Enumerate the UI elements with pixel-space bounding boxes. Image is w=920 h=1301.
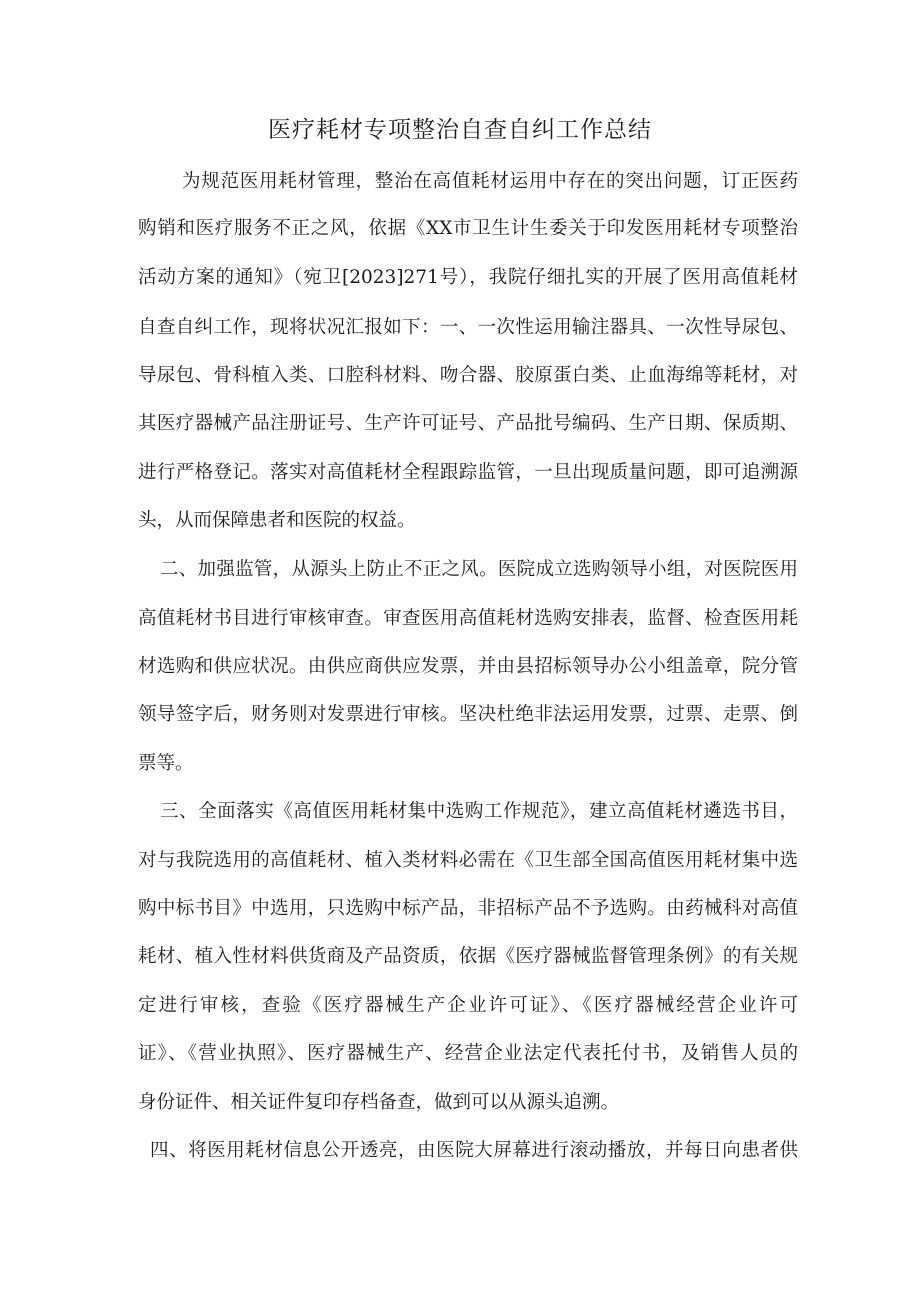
paragraph-line: 为规范医用耗材管理，整治在高值耗材运用中存在的突出问题，订正医药	[182, 171, 798, 192]
paragraph-line: 购中标书目》中选用，只选购中标产品，非招标产品不予选购。由药械科对高值	[138, 898, 798, 919]
paragraph-line: 耗材、植入性材料供货商及产品资质，依据《医疗器械监督管理条例》的有关规	[138, 946, 798, 967]
document-title: 医疗耗材专项整治自查自纠工作总结	[268, 117, 652, 143]
paragraph-line: 三、全面落实《高值医用耗材集中选购工作规范》，建立高值耗材遴选书目，	[160, 801, 798, 822]
paragraph-line: 定进行审核，查验《医疗器械生产企业许可证》、《医疗器械经营企业许可	[138, 995, 798, 1016]
paragraph-line: 进行严格登记。落实对高值耗材全程跟踪监管，一旦出现质量问题，即可追溯源	[138, 462, 798, 483]
paragraph-line: 活动方案的通知》（宛卫[2023]271号），我院仔细扎实的开展了医用高值耗材	[138, 267, 798, 288]
paragraph-line: 二、加强监管，从源头上防止不正之风。医院成立选购领导小组，对医院医用	[160, 559, 798, 580]
paragraph-line: 材选购和供应状况。由供应商供应发票，并由县招标领导办公小组盖章，院分管	[138, 656, 798, 677]
paragraph-line: 自查自纠工作，现将状况汇报如下：一、一次性运用输注器具、一次性导尿包、	[138, 317, 798, 338]
paragraph-line: 头，从而保障患者和医院的权益。	[138, 510, 416, 531]
paragraph-line: 导尿包、骨科植入类、口腔科材料、吻合器、胶原蛋白类、止血海绵等耗材，对	[138, 365, 798, 386]
paragraph-line: 高值耗材书目进行审核审查。审查医用高值耗材选购安排表，监督、检查医用耗	[138, 608, 798, 629]
paragraph-line: 身份证件、相关证件复印存档备查，做到可以从源头追溯。	[138, 1092, 620, 1113]
paragraph-line: 对与我院选用的高值耗材、植入类材料必需在《卫生部全国高值医用耗材集中选	[138, 850, 798, 871]
paragraph-line: 证》、《营业执照》、医疗器械生产、经营企业法定代表托付书，及销售人员的	[138, 1043, 798, 1064]
paragraph-line: 票等。	[138, 753, 194, 774]
paragraph-line: 其医疗器械产品注册证号、生产许可证号、产品批号编码、生产日期、保质期、	[138, 413, 798, 434]
paragraph-line: 领导签字后，财务则对发票进行审核。坚决杜绝非法运用发票，过票、走票、倒	[138, 704, 798, 725]
paragraph-line: 购销和医疗服务不正之风，依据《XX市卫生计生委关于印发医用耗材专项整治	[138, 218, 798, 239]
paragraph-line: 四、将医用耗材信息公开透亮，由医院大屏幕进行滚动播放，并每日向患者供	[150, 1140, 798, 1161]
